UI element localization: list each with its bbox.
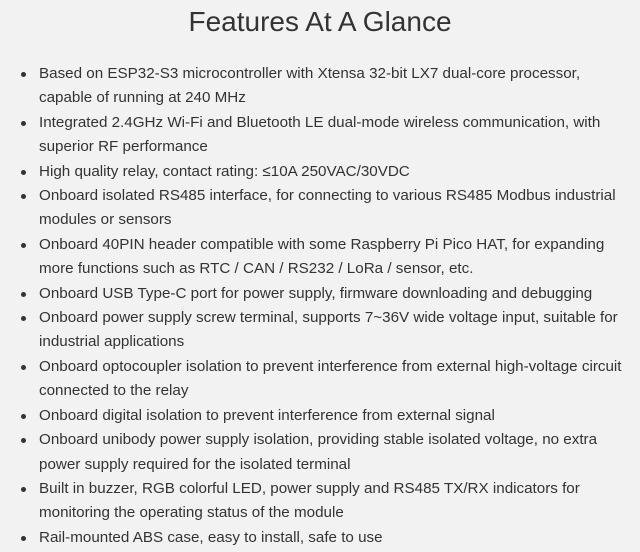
page-title: Features At A Glance	[188, 6, 452, 37]
feature-item	[0, 355, 640, 404]
feature-text: Onboard optocoupler isolation to prevent interference from external high-voltage circuit connected to the relay	[39, 357, 622, 400]
feature-text: Onboard USB Type-C port for power supply, firmware downloading and debugging	[39, 284, 593, 302]
feature-text: Onboard power supply screw terminal, supports 7~36V wide voltage input, suitable for industrial applications	[39, 309, 618, 351]
bullet-icon	[21, 487, 26, 492]
bullet-icon	[21, 72, 26, 77]
bullet-icon	[21, 121, 26, 126]
feature-item	[0, 477, 640, 526]
feature-item	[0, 428, 640, 477]
feature-item	[0, 160, 640, 184]
bullet-icon	[21, 316, 26, 321]
feature-text: Onboard unibody power supply isolation, providing stable isolated voltage, no extra power supply required for the isolated terminal	[39, 431, 598, 473]
feature-text: Onboard 40PIN header compatible with some Raspberry Pi Pico HAT, for expanding more functions such as RTC / CAN / RS232 / LoRa / sensor, etc.	[39, 235, 605, 278]
feature-item	[0, 404, 640, 428]
bullet-icon	[21, 536, 26, 541]
feature-item	[0, 111, 640, 160]
feature-item	[0, 62, 640, 111]
bullet-icon	[21, 292, 26, 297]
feature-text: Onboard isolated RS485 interface, for connecting to various RS485 Modbus industrial modules or sensors	[39, 187, 616, 229]
feature-text: High quality relay, contact rating: ≤10A 250VAC/30VDC	[39, 162, 410, 180]
bullet-icon	[21, 414, 26, 419]
bullet-icon	[21, 438, 26, 443]
bullet-icon	[21, 365, 26, 370]
feature-list	[0, 62, 640, 550]
feature-text: Integrated 2.4GHz Wi-Fi and Bluetooth LE dual-mode wireless communication, with superior RF performance	[39, 113, 601, 156]
feature-item	[0, 184, 640, 233]
bullet-icon	[21, 194, 26, 199]
feature-item	[0, 282, 640, 306]
feature-item	[0, 306, 640, 355]
bullet-icon	[21, 243, 26, 248]
bullet-icon	[21, 170, 26, 175]
feature-item	[0, 233, 640, 282]
feature-text: Based on ESP32-S3 microcontroller with Xtensa 32-bit LX7 dual-core processor, capable of running at 240 MHz	[39, 65, 581, 107]
feature-text: Built in buzzer, RGB colorful LED, power supply and RS485 TX/RX indicators for monitoring the operating status of the module	[39, 479, 580, 522]
feature-text: Onboard digital isolation to prevent interference from external signal	[39, 406, 495, 424]
feature-item	[0, 526, 640, 550]
feature-text: Rail-mounted ABS case, easy to install, safe to use	[39, 528, 383, 546]
